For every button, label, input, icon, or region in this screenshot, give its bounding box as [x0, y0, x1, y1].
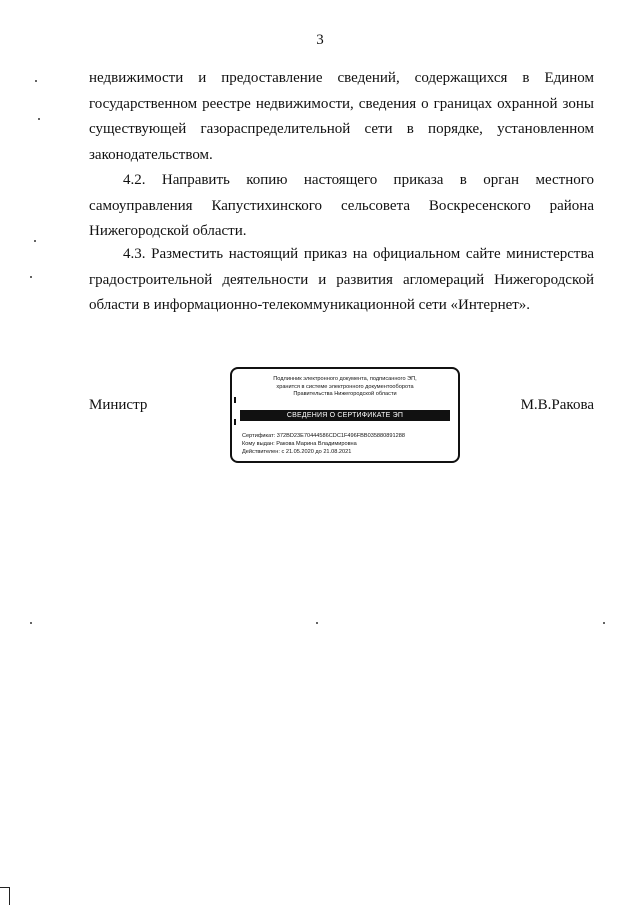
paragraph-4-3: 4.3. Разместить настоящий приказ на официальном сайте министерства градостроительной деятельности и развития агломераций Нижегородской области в информационно-телекоммуникационной сети «Интернет».	[89, 246, 594, 313]
scan-speck	[35, 80, 37, 82]
electronic-signature-stamp	[230, 367, 460, 463]
issued-to-label: Кому выдан:	[242, 441, 275, 447]
stamp-header-line: Правительства Нижегородской области	[293, 391, 397, 397]
stamp-header-line: хранится в системе электронного документооборота	[276, 383, 414, 390]
valid-label: Действителен:	[242, 449, 280, 455]
paragraph-4-2: 4.2. Направить копию настоящего приказа в орган местного самоуправления Капустихинского сельсовета Воскресенского района Нижегородской области.	[89, 172, 594, 239]
scan-speck	[603, 622, 605, 624]
stamp-header	[238, 376, 452, 399]
paragraph-continuation: недвижимости и предоставление сведений, содержащихся в Едином государственном реестре недвижимости, сведения о границах охранной зоны существующей газораспределительной сети в порядке, установленном законодательством.	[89, 70, 594, 163]
signatory-name: М.В.Ракова	[520, 397, 594, 413]
scan-speck	[38, 118, 40, 120]
stamp-details	[242, 432, 452, 456]
stamp-certificate-row	[242, 432, 452, 440]
certificate-label: Сертификат:	[242, 433, 276, 439]
valid-value: с 21.05.2020 до 21.08.2021	[281, 449, 352, 455]
stamp-header-line: Подлинник электронного документа, подписанного ЭП,	[273, 376, 417, 382]
scan-speck	[30, 622, 32, 624]
stamp-tick-mark	[234, 419, 236, 425]
certificate-value: 372BD23E70444586CDC1F496FBB035880891288	[276, 433, 405, 439]
scan-edge-line	[9, 887, 10, 905]
scan-speck	[30, 276, 32, 278]
stamp-validity-row	[242, 448, 452, 456]
stamp-issued-to-row	[242, 440, 452, 448]
stamp-tick-mark	[234, 397, 236, 403]
scan-speck	[34, 240, 36, 242]
signatory-role: Министр	[89, 397, 148, 413]
stamp-banner: СВЕДЕНИЯ О СЕРТИФИКАТЕ ЭП	[240, 410, 450, 421]
scan-speck	[316, 622, 318, 624]
page-number: 3	[316, 32, 324, 48]
issued-to-value: Ракова Марина Владимировна	[276, 441, 357, 447]
